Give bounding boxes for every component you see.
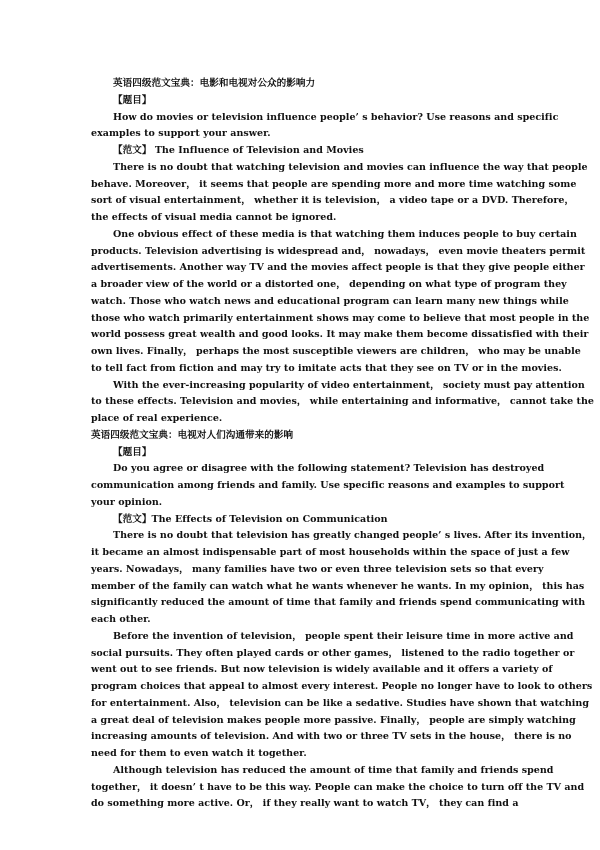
paragraph-line: to these effects. Television and movies， while entertaining and informative， cannot take the — [91, 396, 594, 408]
paragraph-line: products. Television advertising is widespread and， nowadays， even movie theaters permit — [91, 245, 586, 257]
section-title: 英语四级范文宝典：电视对人们沟通带来的影响 — [91, 429, 294, 441]
paragraph-line: There is no doubt that television has greatly changed people’ s lives. After its invention， — [113, 530, 592, 542]
paragraph-line: social pursuits. They often played cards or other games， listened to the radio together or — [91, 647, 575, 659]
paragraph-line: program choices that appeal to almost every interest. People no longer have to look to others — [91, 681, 593, 692]
essay-label: 【范文】 — [113, 145, 152, 156]
essay-label: 【范文】 — [113, 513, 152, 525]
question-line: your opinion. — [91, 496, 163, 508]
paragraph-line: each other. — [91, 614, 151, 625]
paragraph-line: do something more active. Or， if they really want to watch TV， they can find a — [91, 798, 519, 810]
paragraph-line: Although television has reduced the amount of time that family and friends spend — [113, 764, 554, 776]
paragraph-line: a broader view of the world or a distorted one， depending on what type of program they — [91, 279, 567, 290]
paragraph-line: behave. Moreover， it seems that people are spending more and more time watching some — [91, 178, 577, 190]
paragraph-line: Before the invention of television， people spent their leisure time in more active and — [113, 630, 574, 642]
paragraph-line: the effects of visual media cannot be ignored. — [91, 212, 337, 223]
paragraph-line: member of the family can watch what he wants whenever he wants. In my opinion， this has — [91, 580, 585, 592]
paragraph-line: need for them to even watch it together. — [91, 748, 307, 759]
paragraph-line: There is no doubt that watching television and movies can influence the way that people — [113, 161, 588, 173]
paragraph-line: sort of visual entertainment， whether it is television， a video tape or a DVD. Therefore， — [91, 195, 575, 207]
paragraph-line: together， it doesn’ t have to be this way. People can make the choice to turn off the TV and — [91, 781, 585, 793]
paragraph-line: One obvious effect of these media is that watching them induces people to buy certain — [113, 228, 577, 240]
paragraph-line: own lives. Finally， perhaps the most susceptible viewers are children， who may be unable — [91, 346, 581, 357]
section-title: 英语四级范文宝典：电影和电视对公众的影响力 — [113, 78, 316, 89]
question-line: examples to support your answer. — [91, 128, 271, 140]
question-line: How do movies or television influence people’ s behavior? Use reasons and specific — [113, 111, 559, 123]
paragraph-line: place of real experience. — [91, 413, 223, 424]
essay-heading — [91, 143, 511, 160]
paragraph-line: it became an almost indispensable part of most households within the space of just a few — [91, 547, 570, 558]
paragraph-line: increasing amounts of television. And with two or three TV sets in the house， there is no — [91, 731, 572, 743]
paragraph-line: advertisements. Another way TV and the movies affect people is that they give people either — [91, 262, 585, 274]
paragraph-line: a great deal of television makes people more passive. Finally， people are simply watching — [91, 714, 576, 726]
question-line: communication among friends and family. Use specific reasons and examples to support — [91, 480, 565, 491]
question-line: Do you agree or disagree with the following statement? Television has destroyed — [113, 463, 545, 475]
essay-title: The Influence of Television and Movies — [151, 145, 364, 156]
topic-label: 【题目】 — [113, 446, 152, 458]
document-page — [91, 76, 594, 813]
paragraph-line: those who watch primarily entertainment shows may come to believe that most people in the — [91, 312, 590, 324]
paragraph-line: With the ever-increasing popularity of video entertainment， society must pay attention — [113, 379, 585, 391]
topic-label: 【题目】 — [113, 94, 152, 106]
paragraph-line: to tell fact from fiction and may try to imitate acts that they see on TV or in the movies. — [91, 362, 562, 374]
paragraph-line: significantly reduced the amount of time that family and friends spend communicating with — [91, 597, 586, 609]
paragraph-line: went out to see friends. But now television is widely available and it offers a variety of — [91, 664, 553, 676]
paragraph-line: for entertainment. Also， television can be like a sedative. Studies have shown that watching — [91, 697, 590, 709]
paragraph-line: years. Nowadays， many families have two or even three television sets so that every — [91, 563, 544, 575]
essay-heading — [91, 512, 511, 529]
paragraph-line: world possess great wealth and good looks. It may make them become dissatisfied with their — [91, 329, 589, 341]
paragraph-line: watch. Those who watch news and educational program can learn many new things while — [91, 295, 569, 307]
essay-title: The Effects of Television on Communication — [151, 513, 388, 525]
